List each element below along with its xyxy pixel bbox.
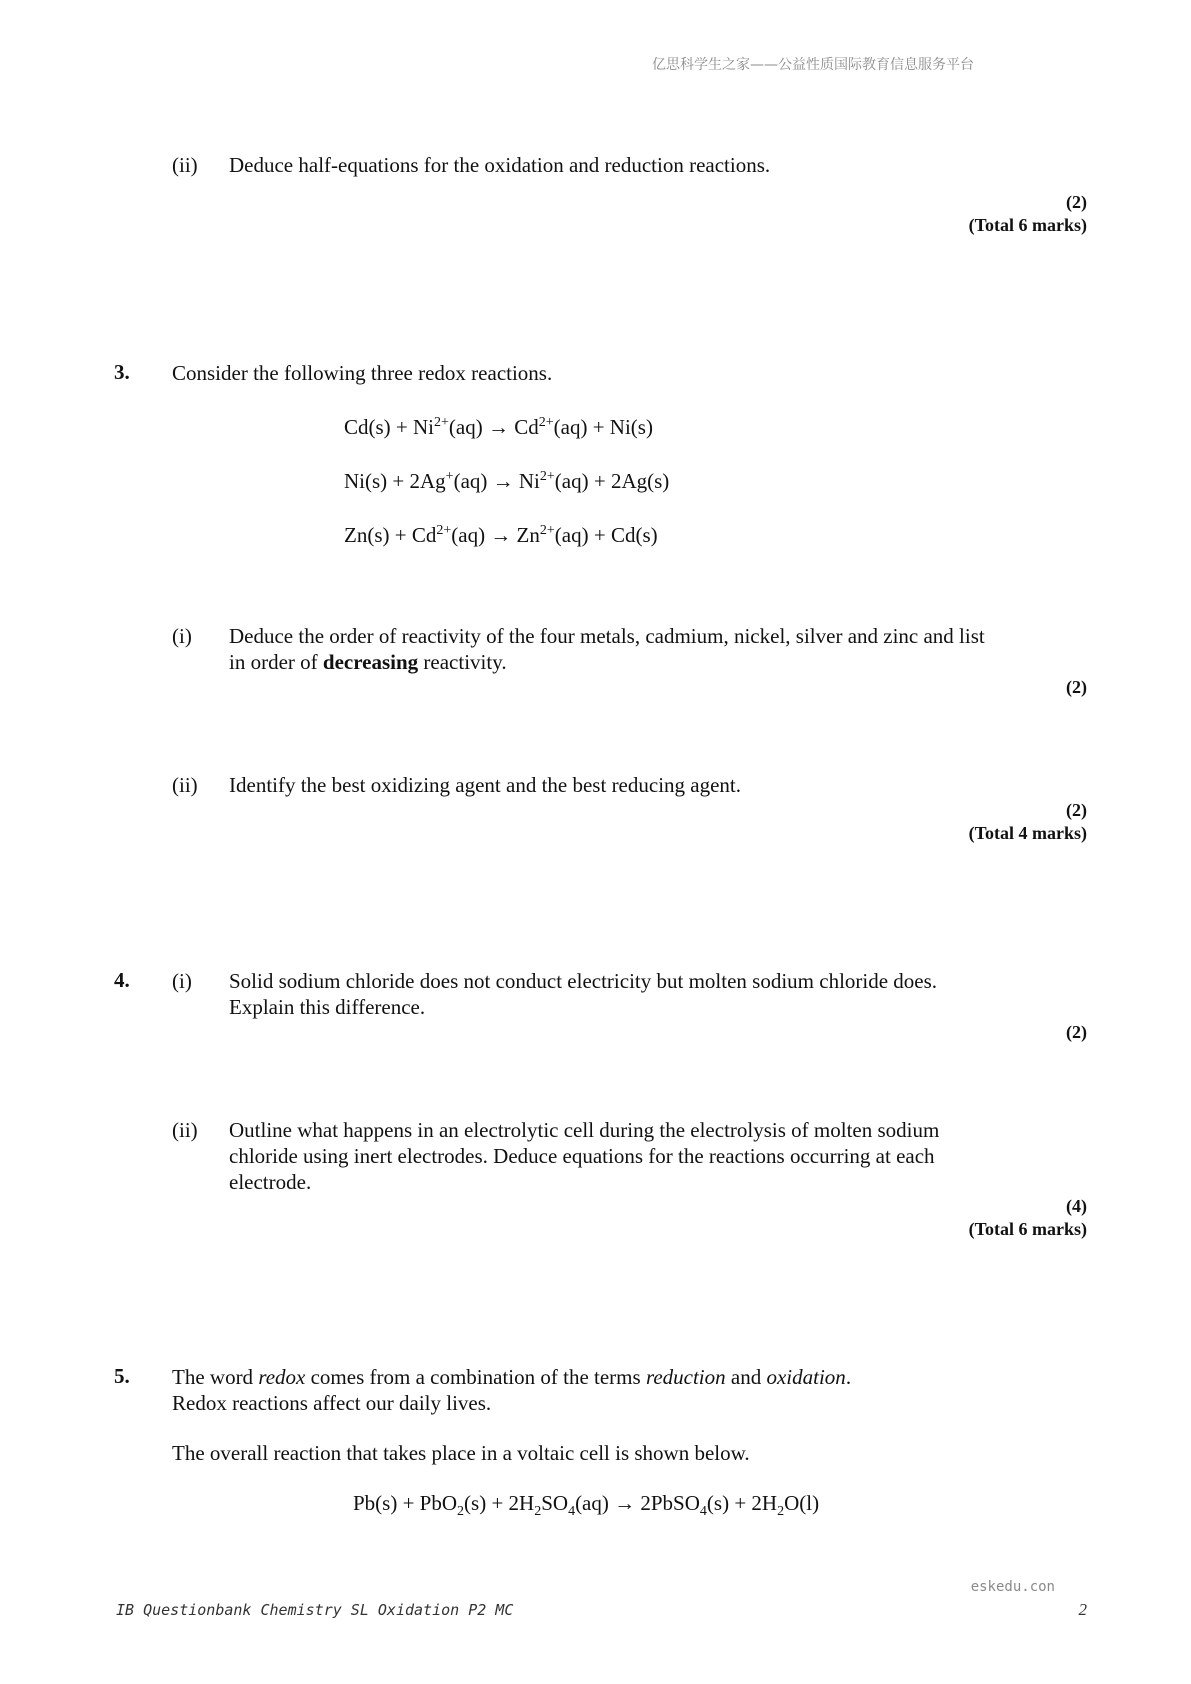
q3-intro: Consider the following three redox reactions. [172, 361, 553, 385]
q3-equation-2: $Ni(s) + 2Ag^+(aq) \to Ni^{2+}(aq) + 2Ag(s)$ [344, 469, 670, 493]
q4-ii-label: (ii) [172, 1118, 198, 1142]
q4-ii-marks: (4) [1066, 1196, 1087, 1216]
q5-line-1: The word redox comes from a combination of the terms reduction and oxidation. [172, 1365, 852, 1389]
q3-ii-marks: (2) [1066, 800, 1087, 820]
footer-source: IB Questionbank Chemistry SL Oxidation P2 MC [116, 1601, 514, 1619]
q4-number: 4. [114, 968, 130, 992]
q4-i-line-1: Solid sodium chloride does not conduct electricity but molten sodium chloride does. [229, 969, 938, 993]
q4-i-line-2: Explain this difference. [229, 995, 426, 1019]
q3-ii-text: Identify the best oxidizing agent and the best reducing agent. [229, 773, 742, 797]
q5-line-2: Redox reactions affect our daily lives. [172, 1391, 492, 1415]
q3-total-marks: (Total 4 marks) [968, 823, 1087, 843]
q2-ii-label: (ii) [172, 153, 198, 177]
footer-site-watermark: eskedu.con [970, 1579, 1055, 1595]
q4-ii-line-2: chloride using inert electrodes. Deduce equations for the reactions occurring at each [229, 1144, 935, 1168]
q3-i-line-2: in order of decreasing reactivity. [229, 650, 507, 674]
q4-total-marks: (Total 6 marks) [968, 1219, 1087, 1239]
q2-total-marks: (Total 6 marks) [968, 215, 1087, 235]
q5-equation: $Pb(s) + PbO_2(s) + 2H_2SO_4(aq)$ → 2PbSO$_4$(s) + $2H_2O(l)$ [353, 1491, 820, 1520]
page-number: 2 [1078, 1600, 1087, 1619]
q5-number: 5. [114, 1364, 130, 1388]
q4-i-marks: (2) [1066, 1022, 1087, 1042]
q3-equation-3: $Zn(s) + Cd^{2+}(aq) \to Zn^{2+}(aq) + Cd(s)$ [344, 523, 658, 547]
q3-equation-1: $Cd(s) + Ni^{2+}(aq) \to Cd^{2+}(aq) + Ni(s)$ [344, 415, 653, 439]
q3-ii-label: (ii) [172, 773, 198, 797]
header-watermark: 亿思科学生之家——公益性质国际教育信息服务平台 [652, 57, 974, 73]
q4-ii-line-3: electrode. [229, 1170, 312, 1194]
q3-number: 3. [114, 360, 130, 384]
q3-i-label: (i) [172, 624, 192, 648]
q4-ii-line-1: Outline what happens in an electrolytic cell during the electrolysis of molten sodium [229, 1118, 940, 1142]
q2-ii-marks: (2) [1066, 192, 1087, 212]
q5-line-3: The overall reaction that takes place in a voltaic cell is shown below. [172, 1441, 750, 1465]
q2-ii-text: Deduce half-equations for the oxidation and reduction reactions. [229, 153, 771, 177]
q4-i-label: (i) [172, 969, 192, 993]
q3-i-marks: (2) [1066, 677, 1087, 697]
q3-i-line-1: Deduce the order of reactivity of the four metals, cadmium, nickel, silver and zinc and list [229, 624, 985, 648]
